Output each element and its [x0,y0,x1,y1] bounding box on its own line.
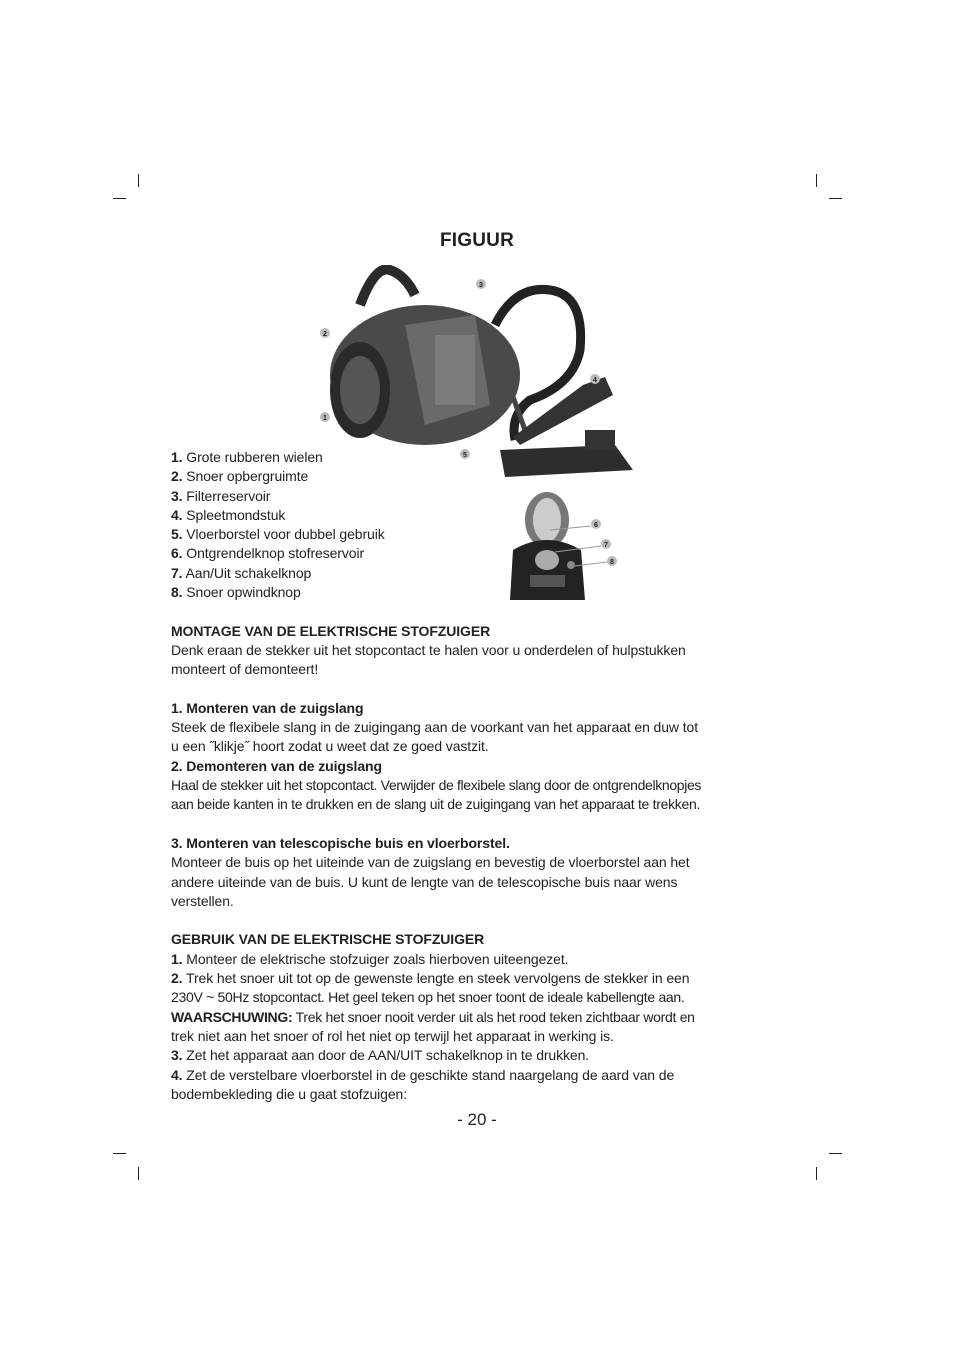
list-item: 3. Filterreservoir [171,487,271,504]
crop-mark [138,1167,139,1180]
paragraph-line: Steek de flexibele slang in de zuigingang aan de voorkant van het apparaat en duw tot [171,719,698,736]
paragraph-line: trek niet aan het snoer of rol het niet op terwijl het apparaat in werking is. [171,1027,614,1044]
paragraph-line: Haal de stekker uit het stopcontact. Verwijder de flexibele slang door de ontgrendelknopjes [171,777,702,794]
paragraph-line: andere uiteinde van de buis. U kunt de lengte van de telescopische buis naar wens [171,873,678,890]
callout-6: 6 [594,522,598,529]
list-item: 8. Snoer opwindknop [171,584,301,601]
paragraph-line: 3. Zet het apparaat aan door de AAN/UIT schakelknop in te drukken. [171,1047,590,1064]
callout-5: 5 [463,452,467,459]
callout-3: 3 [479,282,483,289]
paragraph-line: Denk eraan de stekker uit het stopcontact te halen voor u onderdelen of hulpstukken [171,641,686,658]
crop-mark [816,174,817,187]
crop-mark [829,1153,842,1154]
page-number: - 20 - [457,1110,497,1129]
crop-mark [113,198,126,199]
parts-list [171,448,811,602]
body-text [171,448,811,1104]
crop-mark [829,198,842,199]
list-item: 2. Snoer opbergruimte [171,468,309,485]
callout-1: 1 [323,415,327,422]
paragraph-line: verstellen. [171,892,234,909]
paragraph-line: 4. Zet de verstelbare vloerborstel in de geschikte stand naargelang de aard van de [171,1066,675,1083]
subheading: 2. Demonteren van de zuigslang [171,757,382,774]
list-item: 1. Grote rubberen wielen [171,449,323,465]
paragraph-line: 1. Monteer de elektrische stofzuiger zoals hierboven uiteengezet. [171,950,569,967]
paragraph-line: Monteer de buis op het uiteinde van de zuigslang en bevestig de vloerborstel aan het [171,854,690,871]
list-item: 7. Aan/Uit schakelknop [171,564,312,581]
list-item: 6. Ontgrendelknop stofreservoir [171,545,365,562]
paragraph-line: 2. Trek het snoer uit tot op de gewenste lengte en steek vervolgens de stekker in een [171,970,690,987]
callout-2: 2 [323,331,327,338]
callout-4: 4 [593,377,597,384]
list-item: 5. Vloerborstel voor dubbel gebruik [171,526,385,543]
section-heading: MONTAGE VAN DE ELEKTRISCHE STOFZUIGER [171,622,491,639]
list-item: 4. Spleetmondstuk [171,506,286,523]
paragraph-line: u een ˝klikje˝ hoort zodat u weet dat ze goed vastzit. [171,738,489,755]
paragraph-line: monteert of demonteert! [171,661,319,678]
paragraph-line: bodembekleding die u gaat stofzuigen: [171,1085,408,1102]
section-heading: GEBRUIK VAN DE ELEKTRISCHE STOFZUIGER [171,931,485,948]
subheading: 1. Monteren van de zuigslang [171,699,364,716]
callout-7: 7 [604,542,608,549]
paragraph-line: WAARSCHUWING: Trek het snoer nooit verder uit als het rood teken zichtbaar wordt en [171,1008,695,1025]
callout-8: 8 [610,559,614,566]
crop-mark [138,174,139,187]
crop-mark [113,1153,126,1154]
crop-mark [816,1167,817,1180]
subheading: 3. Monteren van telescopische buis en vloerborstel. [171,834,510,851]
paragraph-line: 230V ~ 50Hz stopcontact. Het geel teken op het snoer toont de ideale kabellengte aan. [171,989,685,1006]
page-title: FIGUUR [439,230,515,251]
paragraph-line: aan beide kanten in te drukken en de slang uit de zuigingang van het apparaat te trekken. [171,796,701,813]
